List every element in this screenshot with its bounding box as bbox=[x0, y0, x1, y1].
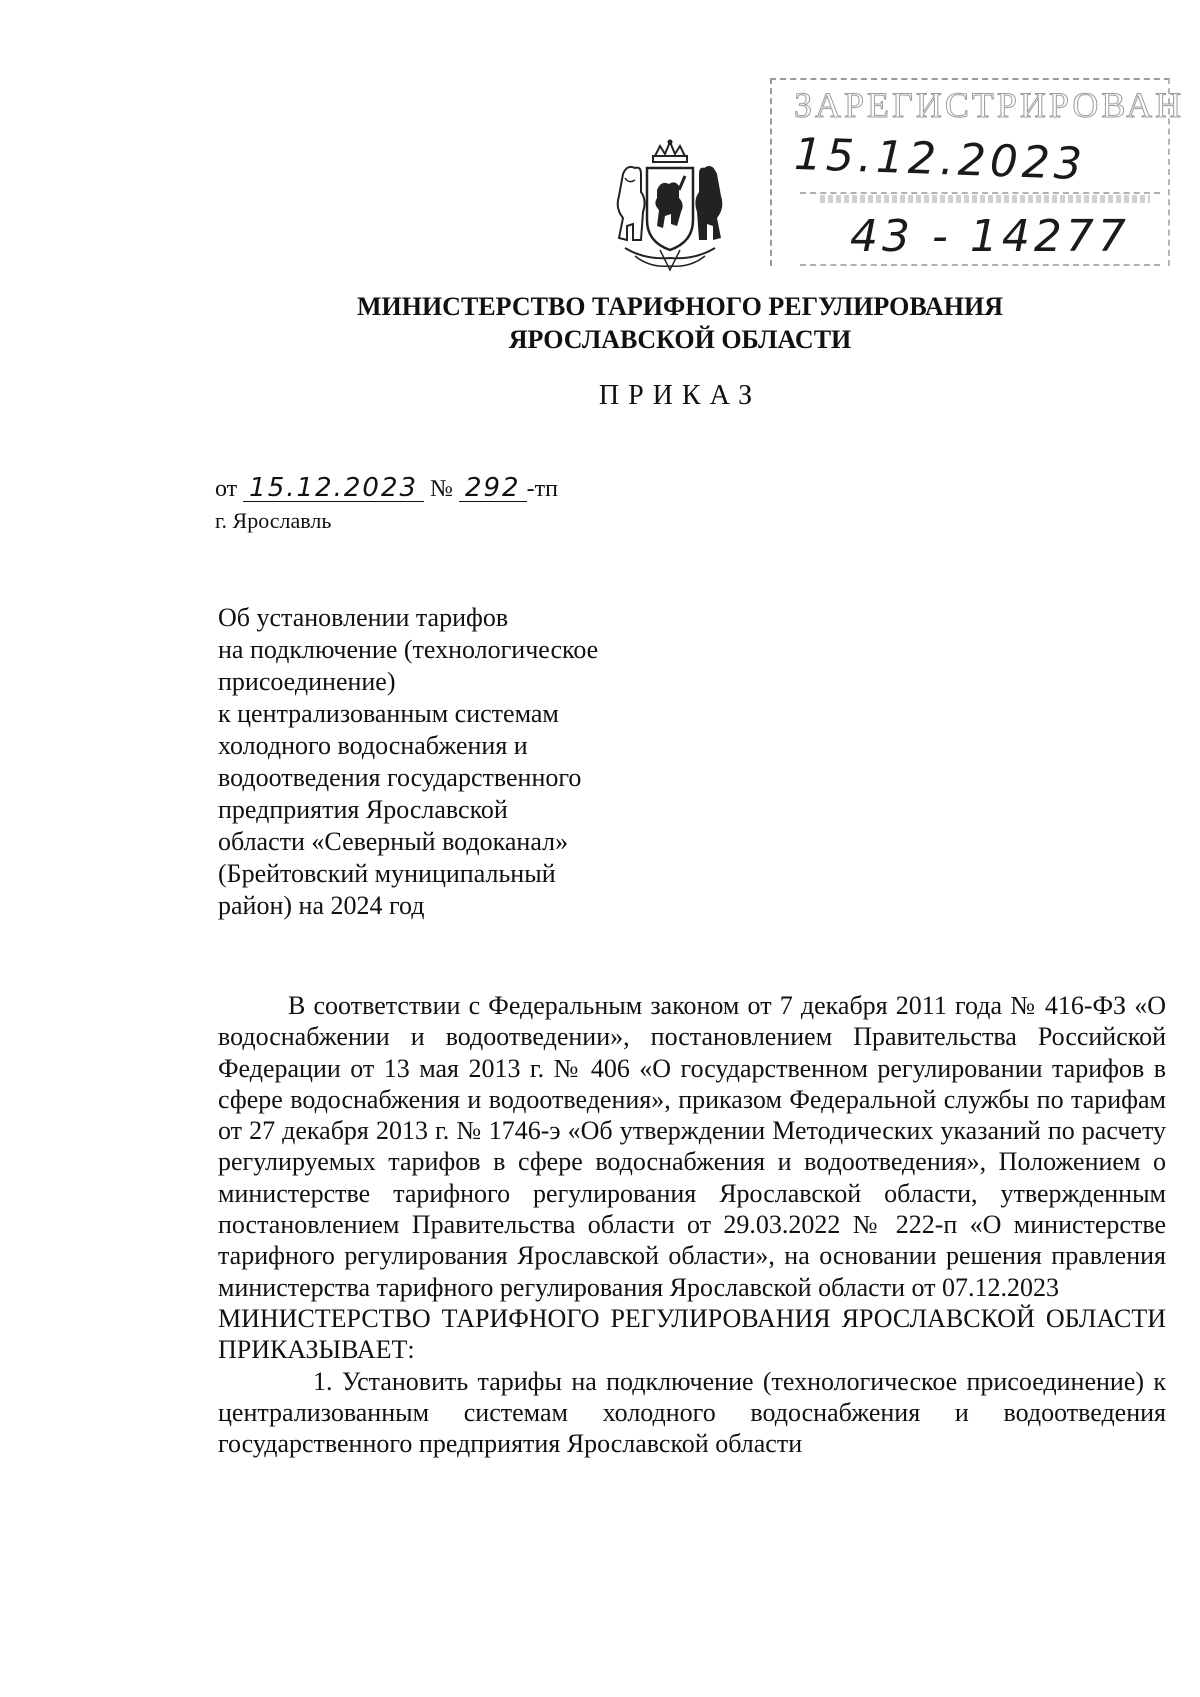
order-date-number bbox=[215, 475, 558, 503]
number-label: № bbox=[430, 476, 453, 502]
stamp-handwritten-date: 15.12.2023 bbox=[793, 128, 1087, 191]
number-suffix: -тп bbox=[526, 476, 558, 502]
from-label: от bbox=[215, 476, 238, 502]
subject-line: к централизованным системам bbox=[218, 699, 559, 728]
order-number: 292 bbox=[459, 475, 527, 502]
order-body bbox=[218, 990, 1166, 1459]
city: г. Ярославль bbox=[215, 508, 332, 533]
stamp-divider bbox=[800, 264, 1160, 266]
subject-line: области «Северный водоканал» bbox=[218, 827, 569, 856]
subject-line: водоотведения государственного bbox=[218, 763, 582, 792]
stamp-handwritten-number: 43 - 14277 bbox=[850, 211, 1130, 262]
coat-of-arms-emblem bbox=[605, 138, 735, 273]
subject-line: Об установлении тарифов bbox=[218, 603, 509, 632]
subject-line: предприятия Ярославской bbox=[218, 795, 508, 824]
subject-line: холодного водоснабжения и bbox=[218, 731, 528, 760]
document-type: ПРИКАЗ bbox=[598, 380, 762, 411]
ministry-title-line: ЯРОСЛАВСКОЙ ОБЛАСТИ bbox=[508, 325, 852, 354]
registration-stamp bbox=[770, 78, 1185, 266]
stamp-title: ЗАРЕГИСТРИРОВАН bbox=[794, 85, 1185, 125]
subject-line: на подключение (технологическое bbox=[218, 635, 599, 664]
stamp-divider bbox=[800, 192, 1160, 194]
order-subject bbox=[218, 602, 678, 922]
order-date: 15.12.2023 bbox=[243, 475, 424, 502]
order-phrase: МИНИСТЕРСТВО ТАРИФНОГО РЕГУЛИРОВАНИЯ ЯРОСЛАВСКОЙ ОБЛАСТИ ПРИКАЗЫВАЕТ: bbox=[218, 1303, 1166, 1365]
subject-line: (Брейтовский муниципальный bbox=[218, 859, 556, 888]
ministry-title-line: МИНИСТЕРСТВО ТАРИФНОГО РЕГУЛИРОВАНИЯ bbox=[356, 292, 1004, 321]
order-item-1: 1. Установить тарифы на подключение (технологическое присоединение) к централизованным системам холодного водоснабжения и водоотведения государственного предприятия Ярославской области bbox=[218, 1366, 1166, 1459]
stamp-faded-caption bbox=[820, 195, 1150, 203]
subject-line: район) на 2024 год bbox=[218, 891, 425, 920]
subject-line: присоединение) bbox=[218, 667, 396, 696]
ministry-title bbox=[200, 290, 1160, 356]
preamble-paragraph: В соответствии с Федеральным законом от 7 декабря 2011 года № 416-ФЗ «О водоснабжении и водоотведении», постановлением Правительства Российской Федерации от 13 мая 2013 г. № 406 «О государственном регулировании тарифов в сфере водоснабжения и водоотведения», приказом Федеральной службы по тарифам от 27 декабря 2013 г. № 1746-э «Об утверждении Методических указаний по расчету регулируемых тарифов в сфере водоснабжения и водоотведения», Положением о министерстве тарифного регулирования Ярославской области, утвержденным постановлением Правительства области от 29.03.2022 № 222-п «О министерстве тарифного регулирования Ярославской области», на основании решения правления министерства тарифного регулирования Ярославской области от 07.12.2023 bbox=[218, 991, 1166, 1302]
